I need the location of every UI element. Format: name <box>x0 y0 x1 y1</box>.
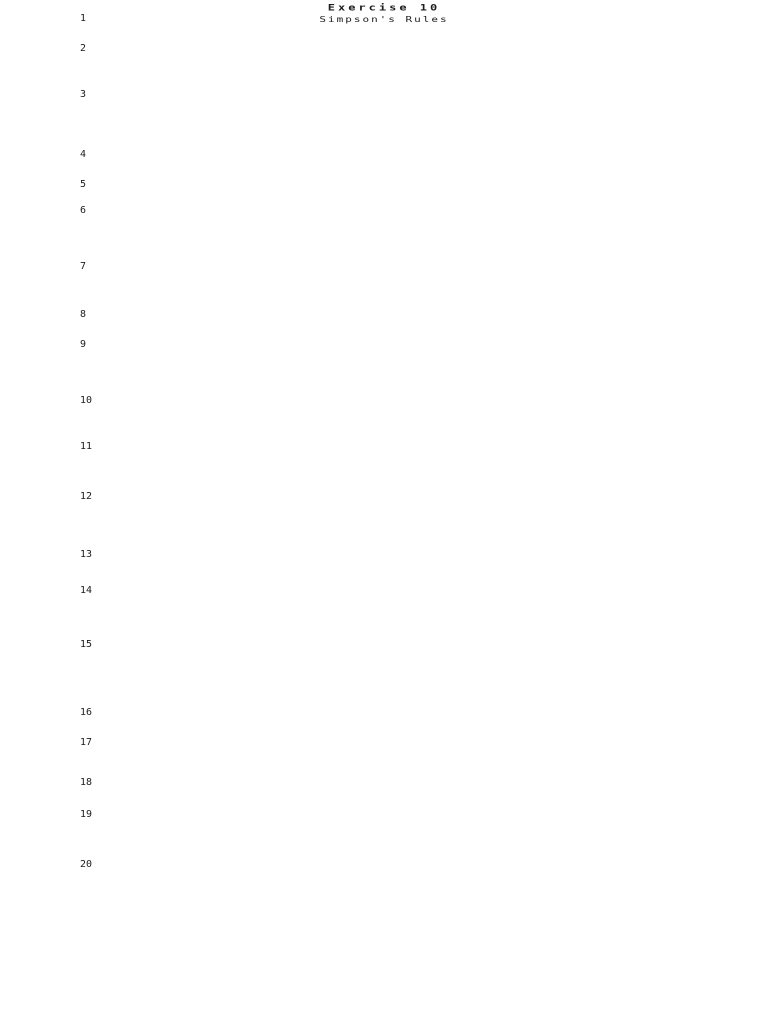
exercise-number: 8 <box>80 309 87 320</box>
exercise-number: 10 <box>80 395 93 406</box>
exercise-number: 18 <box>80 777 93 788</box>
exercise-number: 12 <box>80 491 93 502</box>
exercise-number: 5 <box>80 179 87 190</box>
exercise-number: 7 <box>80 261 87 272</box>
sideways-text-block <box>38 924 720 1020</box>
exercise-number: 3 <box>80 89 87 100</box>
document-title: Exercise 10 <box>327 2 441 13</box>
document-subtitle: Simpson's Rules <box>319 14 449 25</box>
exercise-number: 9 <box>80 339 87 350</box>
exercise-number: 2 <box>80 43 87 54</box>
exercise-number: 17 <box>80 737 93 748</box>
exercise-number: 19 <box>80 809 93 820</box>
exercise-number: 16 <box>80 707 93 718</box>
exercise-number: 14 <box>80 585 93 596</box>
exercise-number: 11 <box>80 441 93 452</box>
exercise-number: 4 <box>80 149 87 160</box>
document-header <box>0 0 768 25</box>
exercise-number: 6 <box>80 205 87 216</box>
exercise-number: 15 <box>80 639 93 650</box>
exercise-number: 20 <box>80 859 93 870</box>
exercise-number: 13 <box>80 549 93 560</box>
exercise-number: 1 <box>80 13 87 24</box>
